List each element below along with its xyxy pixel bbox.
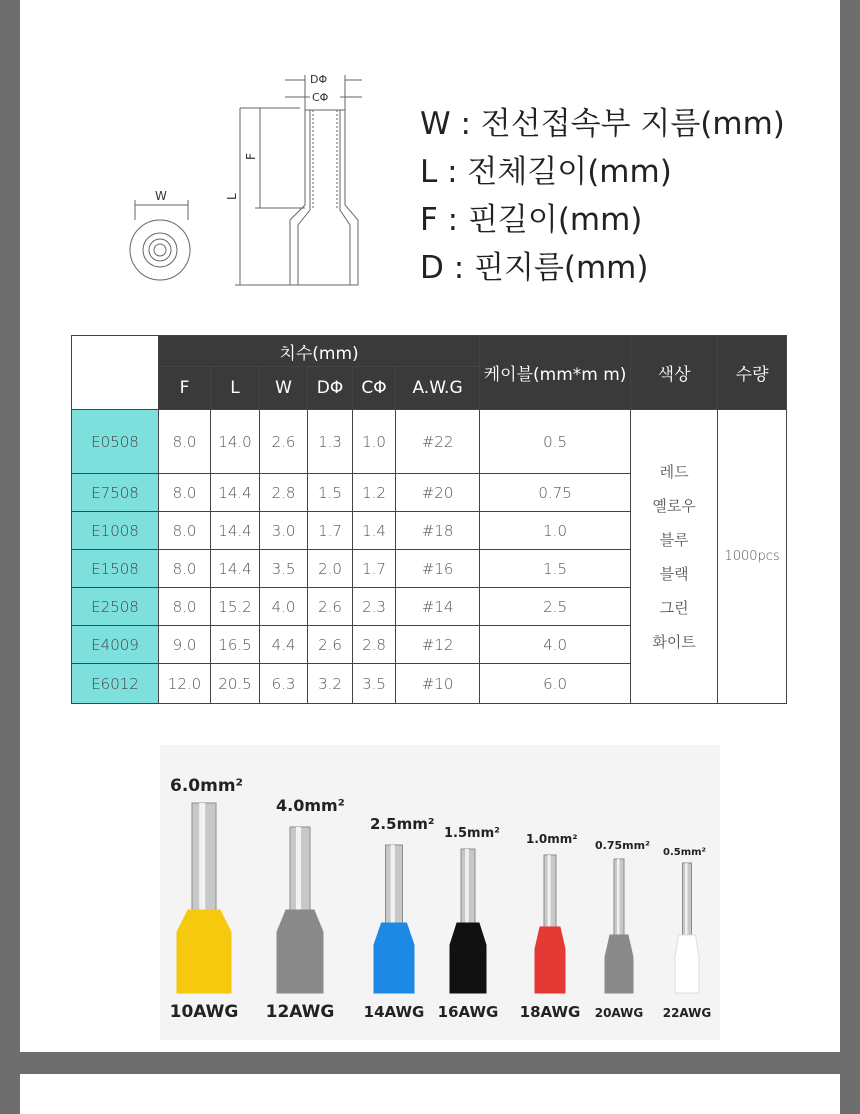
product-code: E1008 — [72, 512, 159, 550]
dimension-legend — [420, 100, 785, 292]
ferrule-size-label: 0.75mm² — [595, 839, 650, 852]
cell-l: 14.0 — [211, 410, 260, 474]
ferrule-size-label: 6.0mm² — [170, 776, 243, 796]
col-l: L — [211, 367, 260, 410]
ferrule-size-label: 1.5mm² — [444, 826, 500, 841]
ferrule-size-label: 0.5mm² — [663, 847, 706, 858]
ferrule-insulation — [374, 923, 414, 993]
ferrule-insulation — [535, 927, 565, 993]
legend-w: W : 전선접속부 지름(mm) — [420, 106, 785, 142]
cell-d: 2.6 — [308, 626, 353, 664]
color-blue: 블루 — [659, 530, 689, 549]
d-phi-label: DΦ — [310, 73, 328, 86]
cell-w: 6.3 — [260, 664, 308, 704]
corner-cell — [72, 336, 159, 410]
f-label: F — [244, 153, 258, 160]
ferrule-pin-shine — [296, 827, 301, 920]
cell-cable: 0.75 — [480, 474, 631, 512]
cell-d: 1.5 — [308, 474, 353, 512]
col-awg: A.W.G — [396, 367, 480, 410]
cell-l: 14.4 — [211, 512, 260, 550]
product-code: E1508 — [72, 550, 159, 588]
table-row — [72, 410, 787, 474]
cell-d: 2.0 — [308, 550, 353, 588]
ferrule-pin-shine — [548, 855, 551, 937]
cell-awg: #14 — [396, 588, 480, 626]
product-code: E0508 — [72, 410, 159, 474]
color-list — [631, 410, 718, 704]
col-w: W — [260, 367, 308, 410]
cell-l: 20.5 — [211, 664, 260, 704]
cell-w: 2.6 — [260, 410, 308, 474]
legend-d: D : 핀지름(mm) — [420, 250, 649, 286]
next-card — [20, 1074, 840, 1114]
product-code: E4009 — [72, 626, 159, 664]
spec-table — [71, 335, 787, 704]
ferrule-pin-shine — [199, 803, 205, 920]
cell-cable: 2.5 — [480, 588, 631, 626]
ferrule-10awg — [170, 776, 243, 1022]
ferrule-awg-label: 16AWG — [437, 1003, 499, 1021]
cell-f: 12.0 — [159, 664, 211, 704]
ferrule-insulation — [675, 935, 699, 993]
dimension-group-header: 치수(mm) — [159, 336, 480, 367]
cell-c: 2.8 — [353, 626, 396, 664]
l-label: L — [225, 193, 239, 200]
ferrule-awg-label: 22AWG — [662, 1006, 712, 1020]
w-label: W — [155, 189, 167, 203]
cell-f: 8.0 — [159, 588, 211, 626]
ferrule-16awg — [438, 826, 500, 1021]
ferrule-14awg — [364, 815, 435, 1021]
cell-cable: 4.0 — [480, 626, 631, 664]
end-view-outer — [130, 220, 190, 280]
ferrule-diagram — [100, 70, 380, 310]
ferrule-insulation — [177, 910, 231, 993]
ferrule-22awg — [663, 847, 712, 1020]
c-phi-label: CΦ — [312, 91, 329, 104]
ferrule-pin-shine — [465, 849, 469, 933]
cell-f: 8.0 — [159, 410, 211, 474]
cell-cable: 0.5 — [480, 410, 631, 474]
ferrule-lineup-photo — [160, 745, 720, 1040]
ferrule-20awg — [595, 839, 650, 1020]
ferrule-insulation — [605, 935, 633, 993]
cell-awg: #16 — [396, 550, 480, 588]
cell-d: 1.7 — [308, 512, 353, 550]
cell-d: 2.6 — [308, 588, 353, 626]
ferrule-insulation — [450, 923, 486, 993]
cell-w: 4.4 — [260, 626, 308, 664]
cell-w: 3.5 — [260, 550, 308, 588]
ferrule-pin-shine — [391, 845, 395, 933]
cell-c: 1.0 — [353, 410, 396, 474]
ferrule-pin-shine — [685, 863, 687, 945]
ferrule-pin-shine — [617, 859, 620, 945]
legend-f: F : 핀길이(mm) — [420, 202, 643, 238]
cell-c: 1.4 — [353, 512, 396, 550]
cell-awg: #12 — [396, 626, 480, 664]
col-f: F — [159, 367, 211, 410]
cell-awg: #22 — [396, 410, 480, 474]
cell-w: 2.8 — [260, 474, 308, 512]
ferrule-size-label: 2.5mm² — [370, 815, 435, 833]
cell-f: 8.0 — [159, 550, 211, 588]
color-red: 레드 — [659, 462, 689, 481]
quantity-cell: 1000pcs — [718, 410, 787, 704]
ferrule-12awg — [266, 796, 345, 1022]
product-code: E6012 — [72, 664, 159, 704]
cell-l: 14.4 — [211, 474, 260, 512]
color-black: 블랙 — [659, 564, 689, 583]
cell-w: 4.0 — [260, 588, 308, 626]
color-header: 색상 — [631, 336, 718, 410]
color-green: 그린 — [659, 598, 689, 617]
cell-cable: 1.5 — [480, 550, 631, 588]
col-c: CΦ — [353, 367, 396, 410]
cell-c: 3.5 — [353, 664, 396, 704]
ferrule-awg-label: 14AWG — [363, 1003, 425, 1021]
cell-cable: 6.0 — [480, 664, 631, 704]
cell-f: 8.0 — [159, 512, 211, 550]
cell-c: 1.7 — [353, 550, 396, 588]
cell-d: 3.2 — [308, 664, 353, 704]
cell-l: 15.2 — [211, 588, 260, 626]
cell-f: 8.0 — [159, 474, 211, 512]
color-yellow: 옐로우 — [652, 496, 696, 515]
cell-c: 1.2 — [353, 474, 396, 512]
cell-awg: #20 — [396, 474, 480, 512]
ferrule-insulation — [277, 910, 323, 993]
ferrule-size-label: 1.0mm² — [526, 832, 578, 846]
cell-cable: 1.0 — [480, 512, 631, 550]
cell-awg: #10 — [396, 664, 480, 704]
color-white: 화이트 — [652, 632, 696, 651]
product-code: E7508 — [72, 474, 159, 512]
ferrule-awg-label: 12AWG — [265, 1002, 335, 1022]
legend-l: L : 전체길이(mm) — [420, 154, 672, 190]
cell-l: 16.5 — [211, 626, 260, 664]
ferrule-size-label: 4.0mm² — [276, 796, 345, 815]
cell-f: 9.0 — [159, 626, 211, 664]
ferrule-awg-label: 20AWG — [594, 1006, 644, 1020]
cell-d: 1.3 — [308, 410, 353, 474]
ferrule-awg-label: 10AWG — [169, 1002, 239, 1022]
ferrule-awg-label: 18AWG — [519, 1003, 581, 1021]
cell-awg: #18 — [396, 512, 480, 550]
ferrule-18awg — [520, 832, 581, 1021]
cable-header: 케이블(mm*m m) — [480, 336, 631, 410]
col-d: DΦ — [308, 367, 353, 410]
qty-header: 수량 — [718, 336, 787, 410]
product-code: E2508 — [72, 588, 159, 626]
cell-l: 14.4 — [211, 550, 260, 588]
cell-w: 3.0 — [260, 512, 308, 550]
cell-c: 2.3 — [353, 588, 396, 626]
